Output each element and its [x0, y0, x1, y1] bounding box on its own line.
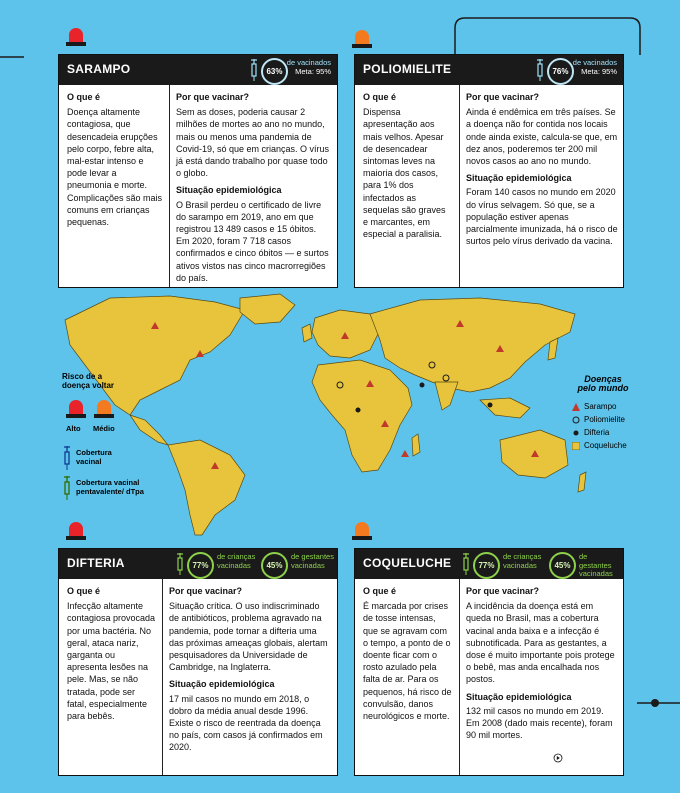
polio-coverage-caption — [569, 59, 617, 76]
coqueluche-oque — [363, 585, 453, 722]
pentavalent-legend-1: Cobertura vacinal — [76, 478, 140, 487]
difteria-marker — [488, 403, 493, 408]
coqueluche-porque-title: Por que vacinar? — [466, 586, 540, 596]
polio-porque — [466, 91, 618, 247]
risk-title-2: doença voltar — [62, 381, 115, 390]
risk-legend — [62, 372, 114, 390]
sarampo-alert-siren — [66, 26, 86, 44]
asia — [370, 298, 575, 392]
difteria-title: DIFTERIA — [67, 556, 125, 570]
sarampo-header — [59, 55, 337, 85]
sarampo-marker — [401, 450, 409, 457]
blue-syringe-icon — [62, 446, 72, 470]
diseases-legend-title-2: pelo mundo — [577, 383, 629, 393]
sarampo-panel — [58, 54, 338, 288]
circle-outline-icon — [572, 416, 580, 424]
polio-panel — [354, 54, 624, 288]
africa — [312, 360, 412, 472]
coqueluche-pregnant-badge: 45% — [549, 552, 576, 579]
polio-coverage-label: de vacinados — [572, 58, 617, 67]
coqueluche-oque-text: É marcada por crises de tosse intensas, que se agravam com o tempo, a ponto de o doente ficar com o rosto azulado pela falta de ar. Para os pequenos, há risco de convulsão, danos neurológicos e morte. — [363, 601, 452, 722]
sarampo-oque-title: O que é — [67, 92, 101, 102]
india — [435, 382, 458, 410]
sarampo-porque-title: Por que vacinar? — [176, 92, 250, 102]
difteria-oque-text: Infecção altamente contagiosa provocada por uma bactéria. No geral, ataca nariz, garganta ou apresenta lesões na pele. Mas, se não tratada, pode ser fatal, especialmente para bebês. — [67, 601, 156, 722]
coqueluche-children-label: de crianças vacinadas — [503, 552, 542, 570]
uk — [302, 324, 312, 342]
polio-header — [355, 55, 623, 85]
difteria-porque — [169, 585, 331, 754]
coqueluche-title: COQUELUCHE — [363, 556, 452, 570]
coqueluche-porque-text: A incidência da doença está em queda no Brasil, mas a cobertura vacinal anda baixa e a infecção é subnotificada. Para as gestantes, a dose é muito importante pois protege o bebê, mas anda encalhada nos postos. — [466, 601, 615, 685]
sarampo-title: SARAMPO — [67, 62, 131, 76]
syringe-icon — [175, 553, 185, 575]
difteria-oque — [67, 585, 157, 722]
difteria-pregnant-badge: 45% — [261, 552, 288, 579]
new-zealand — [578, 472, 586, 492]
polio-porque-text: Ainda é endêmica em três países. Se a doença não for contida nos locais onde ainda existe, calcula-se que, em dez anos, poderemos ter 200 mil novos casos ao ano no mundo. — [466, 107, 618, 167]
sarampo-coverage-badge: 63% — [261, 58, 288, 85]
difteria-marker — [356, 408, 361, 413]
coqueluche-panel — [354, 548, 624, 776]
sarampo-oque-text: Doença altamente contagiosa, que desencadeia erupções pelo corpo, febre alta, mal-estar intenso e pode levar a pneumonia e morte. Complicações são mais comuns em crianças pequenas. — [67, 107, 163, 228]
sarampo-situacao-text: O Brasil perdeu o certificado de livre do sarampo em 2019, ano em que registrou 13 489 casos e 15 óbitos. Em 2020, foram 7 718 casos confirmados e cinco óbitos — e surtos ativos vistos nas cinco macrorregiões do país. — [176, 199, 329, 283]
difteria-porque-text: Situação crítica. O uso indiscriminado de antibióticos, problema agravado na pandemia, pode tornar a difteria uma das próximas ameaças globais, alertam pesquisadores da Universidade de Cambridge, na Inglaterra. — [169, 601, 328, 673]
coverage-legend-2: vacinal — [76, 456, 102, 466]
difteria-children-label: de crianças vacinadas — [217, 552, 256, 570]
polio-alert-siren — [352, 28, 372, 46]
coqueluche-situacao-title: Situação epidemiológica — [466, 691, 572, 702]
alert-high-label: Alto — [66, 424, 81, 433]
green-syringe-icon — [62, 476, 72, 500]
sarampo-oque — [67, 91, 163, 228]
difteria-situacao-title: Situação epidemiológica — [169, 679, 275, 690]
diseases-legend — [568, 375, 638, 393]
difteria-pregnant-label: de gestantes vacinadas — [291, 552, 334, 570]
next-arrow-icon — [553, 753, 563, 763]
polio-situacao-title: Situação epidemiológica — [466, 173, 572, 184]
legend-polio-label: Poliomielite — [584, 415, 625, 424]
south-america — [168, 440, 245, 535]
sarampo-coverage-label: de vacinados — [286, 58, 331, 67]
difteria-children-badge: 77% — [187, 552, 214, 579]
difteria-situacao-text: 17 mil casos no mundo em 2018, o dobro da média anual desde 1996. Existe o risco de reentrada da doença no país, com casos já confirmados em 2020. — [169, 693, 323, 753]
polio-oque-title: O que é — [363, 92, 397, 102]
legend-sarampo-label: Sarampo — [584, 402, 617, 411]
coqueluche-divider — [459, 579, 460, 775]
coqueluche-situacao-text: 132 mil casos no mundo em 2019. Em 2008 (dado mais recente), foram 90 mil mortes. — [466, 705, 613, 741]
coqueluche-pregnant-label: de gestantes vacinadas — [579, 552, 613, 578]
polio-coverage-badge: 76% — [547, 58, 574, 85]
sarampo-porque — [176, 91, 332, 284]
coqueluche-porque — [466, 585, 618, 741]
southeast-asia-islands — [480, 398, 530, 418]
difteria-marker — [420, 383, 425, 388]
polio-situacao-text: Foram 140 casos no mundo em 2020 do vírus selvagem. Só que, se a população estiver apenas parcialmente imunizada, há o risco de surtos pelo vírus derivado da vacina. — [466, 187, 618, 247]
legend-difteria-label: Difteria — [584, 428, 610, 437]
alert-medium-label: Médio — [93, 424, 115, 433]
difteria-header — [59, 549, 337, 579]
polio-title: POLIOMIELITE — [363, 62, 452, 76]
syringe-icon — [249, 59, 259, 81]
syringe-icon — [461, 553, 471, 575]
coverage-legend-1: Cobertura — [76, 448, 112, 457]
coqueluche-oque-title: O que é — [363, 586, 397, 596]
sarampo-divider — [169, 85, 170, 287]
legend-coqueluche-label: Coqueluche — [584, 441, 627, 450]
syringe-icon — [535, 59, 545, 81]
sarampo-goal: Meta: 95% — [295, 66, 331, 76]
polio-divider — [459, 85, 460, 287]
sarampo-situacao-title: Situação epidemiológica — [176, 185, 282, 196]
sarampo-porque-text: Sem as doses, poderia causar 2 milhões de mortes ao ano no mundo, mais ou menos uma pandemia de Covid-19, só que em crianças. O vírus já está dando trabalho por quase todo o globo. — [176, 107, 330, 179]
coqueluche-header — [355, 549, 623, 579]
alert-medium-icon — [94, 398, 114, 416]
difteria-oque-title: O que é — [67, 586, 101, 596]
world-map — [40, 290, 600, 540]
greenland — [240, 294, 295, 324]
pentavalent-legend — [76, 479, 144, 496]
polio-goal: Meta: 95% — [581, 66, 617, 76]
difteria-porque-title: Por que vacinar? — [169, 586, 243, 596]
central-america — [130, 415, 168, 445]
madagascar — [412, 434, 420, 456]
north-america — [65, 296, 245, 415]
polio-oque — [363, 91, 453, 240]
square-icon — [572, 442, 580, 450]
difteria-panel — [58, 548, 338, 776]
risk-title-1: Risco de a — [62, 372, 103, 381]
dot-icon — [572, 429, 580, 437]
sarampo-coverage-caption — [271, 59, 331, 76]
pentavalent-legend-2: pentavalente/ dTpa — [76, 486, 144, 496]
difteria-divider — [162, 579, 163, 775]
diseases-legend-title-1: Doenças — [584, 374, 622, 384]
alert-high-icon — [66, 398, 86, 416]
polio-oque-text: Dispensa apresentação aos mais velhos. Apesar de desencadear sintomas leves na maioria dos casos, para 1% dos infectados as sequelas são graves e marcantes, em especial a paralisia. — [363, 107, 446, 240]
coqueluche-children-badge: 77% — [473, 552, 500, 579]
coverage-legend — [76, 449, 112, 466]
triangle-icon — [572, 403, 580, 411]
polio-porque-title: Por que vacinar? — [466, 92, 540, 102]
